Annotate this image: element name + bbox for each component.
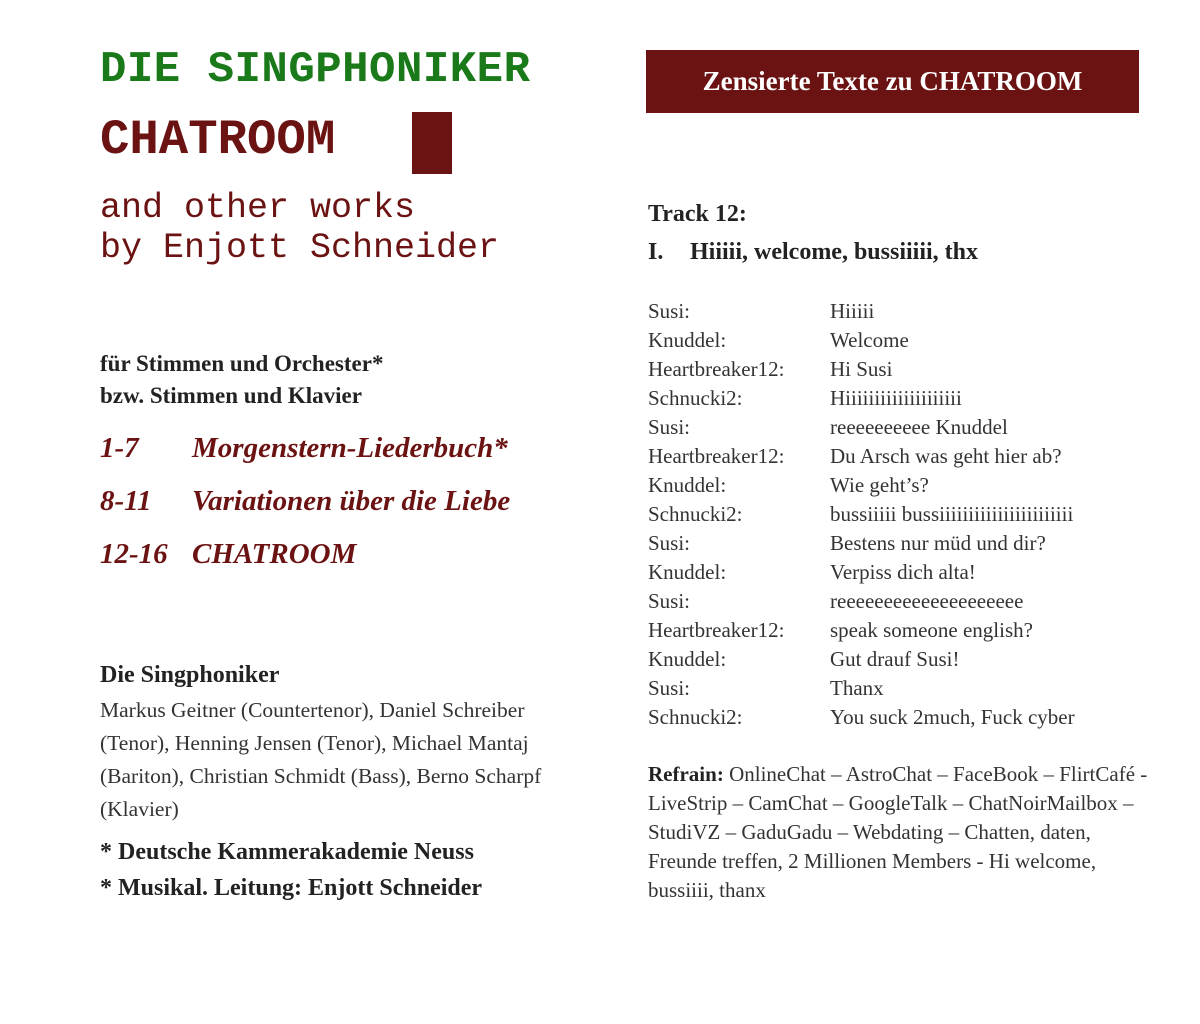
chat-line (648, 674, 1148, 703)
chat-message: Du Arsch was geht hier ab? (830, 444, 1062, 468)
track-label: Track 12: (648, 201, 747, 227)
chat-message: bussiiiii bussiiiiiiiiiiiiiiiiiiiiiii (830, 502, 1074, 526)
chat-line (648, 500, 1148, 529)
track-group-range: 8-11 (100, 485, 152, 517)
chat-message: Thanx (830, 676, 884, 700)
chat-message: reeeeeeeeee Knuddel (830, 415, 1008, 439)
chat-message: Bestens nur müd und dir? (830, 531, 1046, 555)
chat-transcript (648, 297, 1148, 732)
ensemble-members: Markus Geitner (Countertenor), Daniel Schreiber (Tenor), Henning Jensen (Tenor), Michael Mantaj (Bariton), Christian Schmidt (Bass), Berno Scharpf (Klavier) (100, 698, 542, 821)
track-group-title: Variationen über die Liebe (192, 485, 511, 517)
album-subtitle (100, 188, 499, 268)
chat-line (648, 384, 1148, 413)
chat-line (648, 645, 1148, 674)
track-group (100, 428, 620, 481)
chat-speaker: Schnucki2: (648, 705, 743, 729)
subtitle-line-1: and other works (100, 188, 416, 228)
refrain-label: Refrain: (648, 762, 724, 786)
chat-speaker: Knuddel: (648, 560, 727, 584)
track-group (100, 481, 620, 534)
chat-speaker: Heartbreaker12: (648, 618, 785, 642)
track-group-range: 1-7 (100, 432, 139, 464)
chat-message: Hiiiii (830, 299, 875, 323)
chat-speaker: Susi: (648, 531, 691, 555)
song-number: I. (648, 239, 664, 265)
chat-message: speak someone english? (830, 618, 1033, 642)
chat-line (648, 355, 1148, 384)
chat-line (648, 413, 1148, 442)
ensemble-heading: Die Singphoniker (100, 662, 280, 688)
chat-speaker: Knuddel: (648, 647, 727, 671)
chat-message: Welcome (830, 328, 909, 352)
chat-line (648, 442, 1148, 471)
chat-line (648, 558, 1148, 587)
credit-orchestra: * Deutsche Kammerakademie Neuss (100, 839, 474, 865)
track-group-title: CHATROOM (192, 538, 357, 570)
chat-message: Hiiiiiiiiiiiiiiiiiiii (830, 386, 962, 410)
banner-prefix: Zensierte Texte zu (702, 66, 920, 96)
chat-message: Wie geht’s? (830, 473, 929, 497)
chat-message: Verpiss dich alta! (830, 560, 976, 584)
track-group (100, 534, 620, 587)
subtitle-line-2: by Enjott Schneider (100, 228, 500, 268)
chat-line (648, 587, 1148, 616)
instrumentation (100, 348, 383, 412)
chat-line (648, 529, 1148, 558)
track-group-title: Morgenstern-Liederbuch* (192, 432, 508, 464)
chat-message: Hi Susi (830, 357, 893, 381)
chat-speaker: Susi: (648, 589, 691, 613)
chat-line (648, 703, 1148, 732)
song-title (648, 236, 978, 268)
chat-speaker: Susi: (648, 676, 691, 700)
album-title: CHATROOM (100, 112, 336, 168)
chat-message: Gut drauf Susi! (830, 647, 960, 671)
track-group-list (100, 428, 620, 587)
banner-emphasis: CHATROOM (919, 66, 1083, 96)
chat-speaker: Schnucki2: (648, 386, 743, 410)
credits (100, 834, 482, 906)
chat-line (648, 297, 1148, 326)
lyrics-banner (646, 50, 1139, 113)
song-title-text: Hiiiii, welcome, bussiiiii, thx (690, 239, 979, 265)
chat-speaker: Susi: (648, 415, 691, 439)
instrumentation-line-2: bzw. Stimmen und Klavier (100, 383, 362, 408)
refrain-text: OnlineChat – AstroChat – FaceBook – FlirtCafé - LiveStrip – CamChat – GoogleTalk – ChatNoirMailbox – StudiVZ – GaduGadu – Webdating – Chatten, daten, Freunde treffen, 2 Millionen Members - Hi welcome, bussiiii, thanx (648, 762, 1148, 902)
track-group-range: 12-16 (100, 538, 168, 570)
chat-speaker: Heartbreaker12: (648, 357, 785, 381)
chat-line (648, 471, 1148, 500)
instrumentation-line-1: für Stimmen und Orchester* (100, 351, 384, 376)
chat-message: reeeeeeeeeeeeeeeeeeee (830, 589, 1024, 613)
chat-speaker: Knuddel: (648, 328, 727, 352)
chat-line (648, 616, 1148, 645)
chat-speaker: Knuddel: (648, 473, 727, 497)
chat-speaker: Schnucki2: (648, 502, 743, 526)
chat-line (648, 326, 1148, 355)
credit-conductor: * Musikal. Leitung: Enjott Schneider (100, 875, 483, 901)
refrain (648, 760, 1148, 905)
chat-message: You suck 2much, Fuck cyber (830, 705, 1075, 729)
group-name: DIE SINGPHONIKER (100, 45, 531, 95)
chat-speaker: Susi: (648, 299, 691, 323)
title-accent-block (412, 112, 452, 174)
chat-speaker: Heartbreaker12: (648, 444, 785, 468)
